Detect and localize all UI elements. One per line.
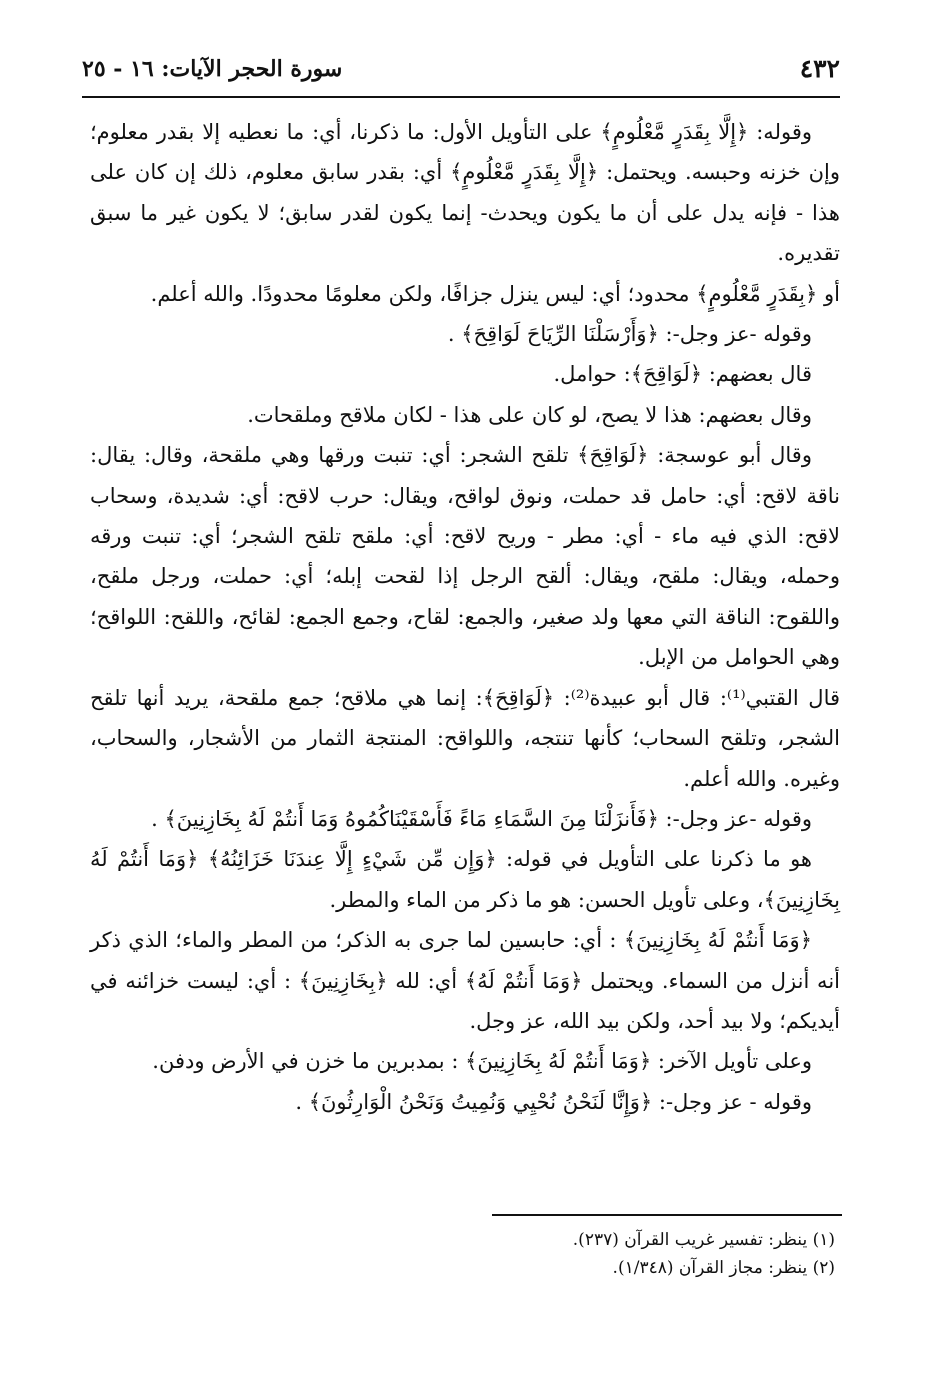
- footnotes: [90, 1226, 835, 1282]
- page-header: [82, 52, 840, 92]
- paragraph: وقوله - عز وجل-: ﴿وَإِنَّا لَنَحْنُ نُحْيِي وَنُمِيتُ وَنَحْنُ الْوَارِثُونَ﴾ .: [295, 1089, 812, 1114]
- paragraph: وقال بعضهم: هذا لا يصح، لو كان على هذا - لكان ملاقح وملقحات.: [247, 402, 812, 427]
- body-text: [90, 112, 840, 1122]
- footnote: (٢) ينظر: مجاز القرآن (١/٣٤٨).: [612, 1258, 835, 1278]
- paragraph: وقال أبو عوسجة: ﴿لَوَاقِحَ﴾ تلقح الشجر: أي: تنبت ورقها وهي ملقحة، وقال: يقال: ناقة لاقح: أي: حامل قد حملت، ونوق لواقح، ويقال: حرب لاقح: أي: شديدة، وسحاب لاقح: الذي فيه ماء - أي: مطر - وريح لاقح: أي: ملقح تلقح الشجر؛ أي: تنبت ورقه وحمله، ويقال: ملقح، ويقال: ألقح الرجل إذا لقحت إبله؛ أي: حملت، ورجل ملقح، واللقوح: الناقة التي معها ولد صغير، والجمع: لقاح، وجمع الجمع: لقائح، واللقح: اللواقح؛ وهي الحوامل من الإبل.: [90, 443, 840, 670]
- footnote-rule: [492, 1214, 842, 1216]
- header-rule: [82, 96, 840, 98]
- paragraph: هو ما ذكرنا على التأويل في قوله: ﴿وَإِن مِّن شَيْءٍ إِلَّا عِندَنَا خَزَائِنُهُ﴾ ﴿وَمَا أَنتُمْ لَهُ بِخَازِنِينَ﴾، وعلى تأويل الحسن: هو ما ذكر من الماء والمطر.: [90, 847, 840, 912]
- paragraph: وقوله -عز وجل-: ﴿وَأَرْسَلْنَا الرِّيَاحَ لَوَاقِحَ﴾ .: [447, 322, 812, 347]
- paragraph: قال بعضهم: ﴿لَوَاقِحَ﴾: حوامل.: [553, 362, 812, 387]
- paragraph: قال القتبي⁽¹⁾: قال أبو عبيدة⁽²⁾: ﴿لَوَاقِحَ﴾: إنما هي ملاقح؛ جمع ملقحة، يريد أنها تلقح الشجر، وتلقح السحاب؛ كأنها تنتجه، واللواقح: المنتجة الثمار من الأشجار، والسحاب، وغيره. والله أعلم.: [90, 685, 841, 791]
- running-title: سورة الحجر الآيات: ١٦ - ٢٥: [82, 56, 343, 82]
- paragraph: أو ﴿بِقَدَرٍ مَّعْلُومٍ﴾ محدود؛ أي: ليس ينزل جزافًا، ولكن معلومًا محدودًا. والله أعلم.: [150, 281, 840, 306]
- footnote: (١) ينظر: تفسير غريب القرآن (٢٣٧).: [572, 1230, 835, 1250]
- paragraph: ﴿وَمَا أَنتُمْ لَهُ بِخَازِنِينَ﴾ : أي: حابسين لما جرى به الذكر؛ من المطر والماء؛ الذي ذكر أنه أنزل من السماء. ويحتمل ﴿وَمَا أَنتُمْ لَهُ﴾ أي: لله ﴿بِخَازِنِينَ﴾ : أي: ليست خزائنه في أيديكم؛ ولا بيد أحد، ولكن بيد الله، عز وجل.: [90, 928, 840, 1033]
- paragraph: وعلى تأويل الآخر: ﴿وَمَا أَنتُمْ لَهُ بِخَازِنِينَ﴾ : بمدبرين ما خزن في الأرض ودفن.: [152, 1049, 812, 1074]
- page-number: ٤٣٢: [799, 54, 840, 83]
- paragraph: وقوله: ﴿إِلَّا بِقَدَرٍ مَّعْلُومٍ﴾ على التأويل الأول: ما ذكرنا، أي: ما نعطيه إلا بقدر معلوم؛ وإن خزنه وحبسه. ويحتمل: ﴿إِلَّا بِقَدَرٍ مَّعْلُومٍ﴾ أي: بقدر سابق معلوم، ذلك إن كان على هذا - فإنه يدل على أن ما يكون ويحدث- إنما يكون لقدر سابق؛ لا يكون غير ما سبق تقديره.: [90, 120, 840, 266]
- paragraph: وقوله -عز وجل-: ﴿فَأَنزَلْنَا مِنَ السَّمَاءِ مَاءً فَأَسْقَيْنَاكُمُوهُ وَمَا أَنتُمْ لَهُ بِخَازِنِينَ﴾ .: [151, 806, 812, 831]
